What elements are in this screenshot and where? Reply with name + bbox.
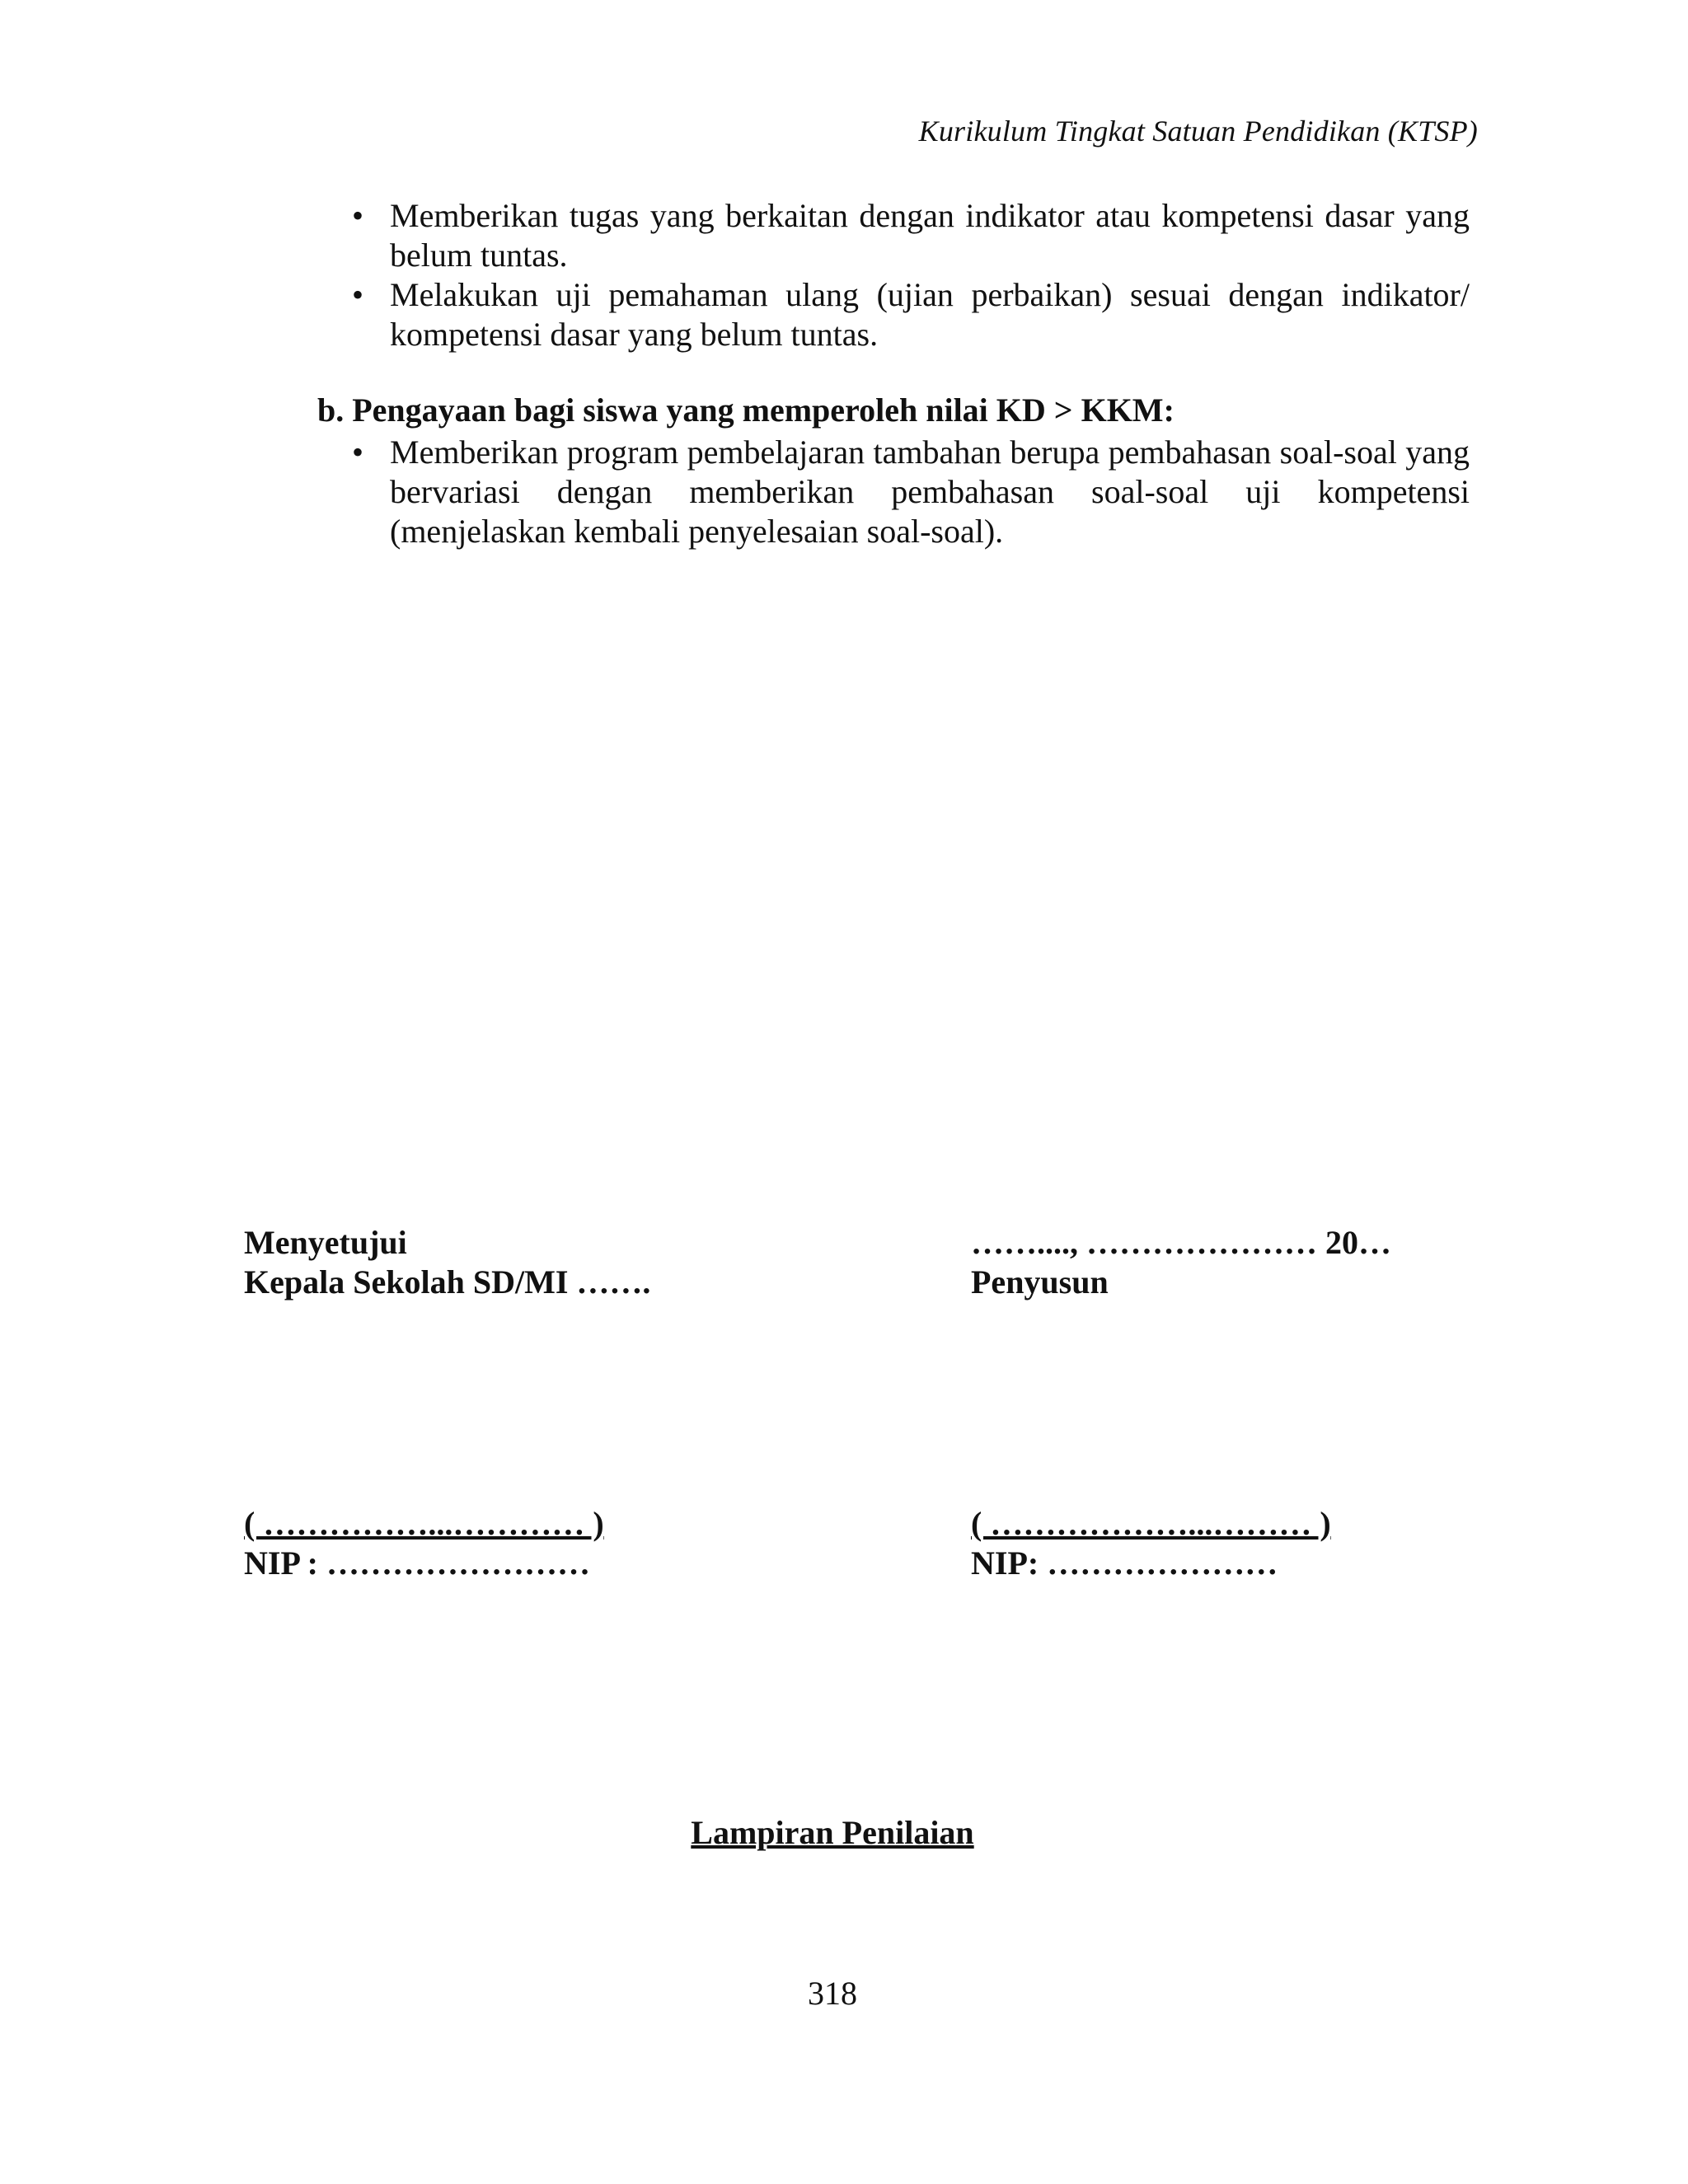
list-item (350, 433, 1470, 551)
remedial-list (350, 196, 1470, 354)
enrichment-list (350, 433, 1470, 551)
bullet-icon: • (352, 197, 364, 234)
list-item-text: Memberikan program pembelajaran tambahan berupa pembahasan soal-soal yang bervariasi dengan memberikan pembahasan soal-soal uji kompetensi (menjelaskan kembali penyelesaian soal-soal). (390, 434, 1470, 550)
signature-left-footer (244, 1504, 604, 1583)
list-item (350, 196, 1470, 275)
author-label: Penyusun (971, 1263, 1109, 1301)
signature-right-footer (971, 1504, 1331, 1583)
author-nip-line: NIP: ………………… (971, 1544, 1278, 1582)
list-item (350, 275, 1470, 354)
attachment-title: Lampiran Penilaian (691, 1814, 974, 1851)
bullet-icon: • (352, 276, 364, 313)
signature-right-header (971, 1223, 1391, 1302)
principal-name-line: ( ……………...………… ) (244, 1505, 604, 1542)
place-date-line: ……...., ………………… 20… (971, 1224, 1391, 1261)
list-item-text: Memberikan tugas yang berkaitan dengan indikator atau kompetensi dasar yang belum tuntas. (390, 197, 1470, 274)
bullet-icon: • (352, 434, 364, 471)
author-name-line: ( ………………...……… ) (971, 1505, 1331, 1542)
approval-label: Menyetujui (244, 1224, 407, 1261)
page-number: 318 (808, 1975, 857, 2012)
enrichment-heading: b. Pengayaan bagi siswa yang memperoleh nilai KD > KKM: (317, 391, 1175, 429)
list-item-text: Melakukan uji pemahaman ulang (ujian perbaikan) sesuai dengan indikator/ kompetensi dasar yang belum tuntas. (390, 276, 1470, 353)
signature-left-header (244, 1223, 650, 1302)
running-header: Kurikulum Tingkat Satuan Pendidikan (KTSP) (918, 115, 1478, 148)
principal-label: Kepala Sekolah SD/MI ……. (244, 1263, 651, 1301)
principal-nip-line: NIP : …………………… (244, 1544, 590, 1582)
